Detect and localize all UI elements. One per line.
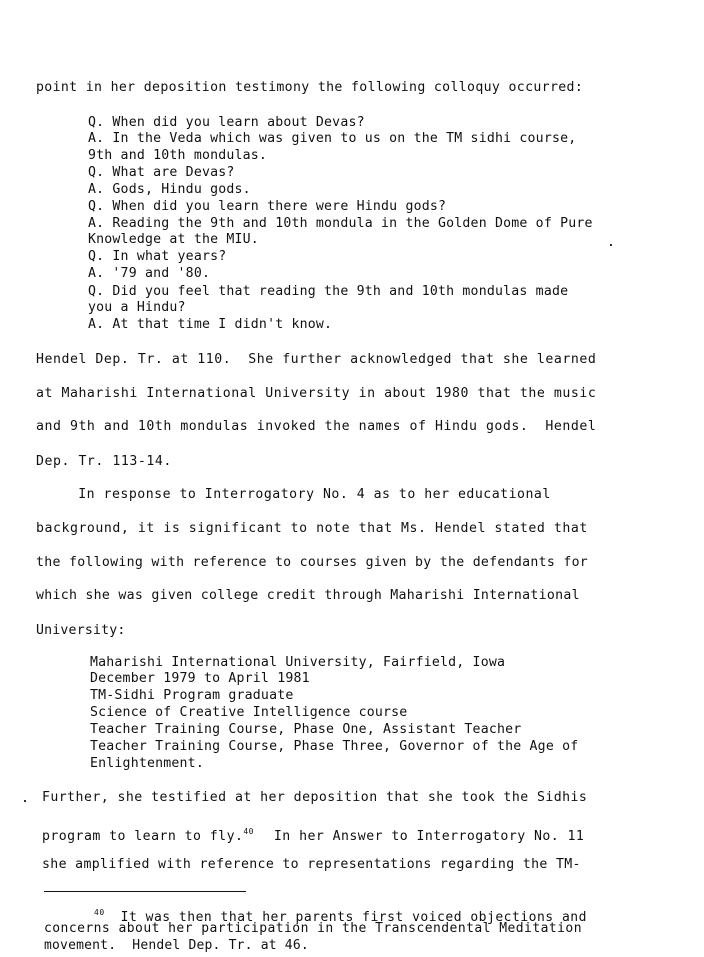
colloquy-line: A. '79 and '80. — [88, 266, 211, 281]
colloquy-line: Q. When did you learn there were Hindu gods? — [88, 199, 447, 214]
colloquy-line: Knowledge at the MIU. — [88, 232, 259, 247]
colloquy-line: Q. When did you learn about Devas? — [88, 115, 365, 130]
body-text: program to learn to fly. — [42, 829, 244, 844]
footnote-line: concerns about her participation in the Transcendental Meditation — [44, 921, 582, 936]
body-text: In her Answer to Interrogatory No. 11 — [273, 829, 585, 844]
education-line: Teacher Training Course, Phase Three, Governor of the Age of — [90, 739, 579, 754]
colloquy-line: A. Reading the 9th and 10th mondula in the Golden Dome of Pure — [88, 216, 593, 231]
body-line — [42, 824, 584, 845]
scan-speck — [610, 244, 612, 246]
colloquy-line: A. At that time I didn't know. — [88, 317, 333, 332]
footnote-marker: 40 — [94, 908, 105, 917]
body-line: Hendel Dep. Tr. at 110. She further acknowledged that she learned — [36, 352, 597, 367]
body-line: at Maharishi International University in about 1980 that the music — [36, 386, 597, 401]
colloquy-line: 9th and 10th mondulas. — [88, 148, 268, 163]
education-line: Enlightenment. — [90, 756, 204, 771]
colloquy-line: Q. Did you feel that reading the 9th and 10th mondulas made — [88, 284, 569, 299]
colloquy-line: A. In the Veda which was given to us on the TM sidhi course, — [88, 131, 577, 146]
body-line: In response to Interrogatory No. 4 as to her educational — [36, 487, 551, 502]
education-line: Maharishi International University, Fairfield, Iowa — [90, 655, 506, 670]
colloquy-line: you a Hindu? — [88, 300, 186, 315]
body-line: University: — [36, 623, 126, 638]
body-line: and 9th and 10th mondulas invoked the names of Hindu gods. Hendel — [36, 419, 597, 434]
body-line: which she was given college credit through Maharishi International — [36, 588, 580, 603]
colloquy-line: A. Gods, Hindu gods. — [88, 182, 251, 197]
footnote-line: movement. Hendel Dep. Tr. at 46. — [44, 938, 309, 953]
footnote-reference: 40 — [243, 827, 254, 836]
education-line: TM-Sidhi Program graduate — [90, 688, 294, 703]
footnote-separator — [44, 891, 246, 892]
body-line: Dep. Tr. 113-14. — [36, 454, 172, 469]
body-line: background, it is significant to note that Ms. Hendel stated that — [36, 521, 588, 536]
colloquy-line: Q. In what years? — [88, 249, 227, 264]
body-line: she amplified with reference to representations regarding the TM- — [42, 857, 581, 872]
body-line: the following with reference to courses given by the defendants for — [36, 555, 589, 570]
education-line: Science of Creative Intelligence course — [90, 705, 408, 720]
body-line: Further, she testified at her deposition that she took the Sidhis — [42, 790, 588, 805]
education-line: December 1979 to April 1981 — [90, 671, 310, 686]
intro-line: point in her deposition testimony the following colloquy occurred: — [36, 80, 584, 95]
colloquy-line: Q. What are Devas? — [88, 165, 235, 180]
footnote-text: It was then that her parents first voiced objections and — [120, 910, 587, 925]
education-line: Teacher Training Course, Phase One, Assistant Teacher — [90, 722, 522, 737]
scan-speck — [24, 800, 26, 802]
